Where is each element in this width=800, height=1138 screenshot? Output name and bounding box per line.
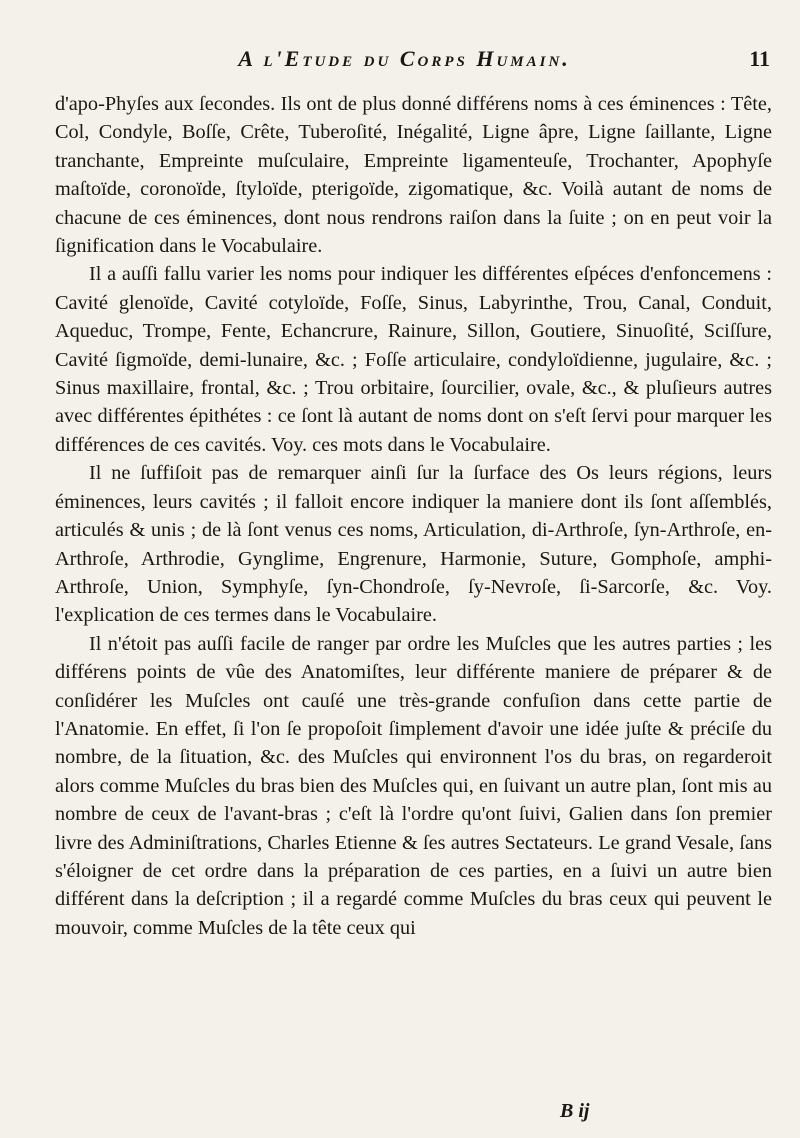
paragraph-cavities: Il a auſſi fallu varier les noms pour indiquer les différentes eſpéces d'enfoncemens : Cavité glenoïde, Cavité cotyloïde, Foſſe, Sinus, Labyrinthe, Trou, Canal, Conduit, Aqueduc, Trompe, Fente, Echancrure, Rainure, Sillon, Goutiere, Sinuoſité, Sciſſure, Cavité ſigmoïde, demi-lunaire, &c. ; Foſſe articulaire, condyloïdienne, jugulaire, &c. ; Sinus maxillaire, frontal, &c. ; Trou orbitaire, ſourcilier, ovale, &c., & pluſieurs autres avec différentes épithétes : ce ſont là autant de noms dont on s'eſt ſervi pour marquer les différences de ces cavités. Voy. ces mots dans le Vocabulaire. — [55, 263, 772, 456]
paragraph-articulations: Il ne ſuffiſoit pas de remarquer ainſi ſur la ſurface des Os leurs régions, leurs éminences, leurs cavités ; il falloit encore indiquer la maniere dont ils ſont aſſemblés, articulés & unis ; de là ſont venus ces noms, Articulation, di-Arthroſe, ſyn-Arthroſe, en-Arthroſe, Arthrodie, Gynglime, Engrenure, Harmonie, Suture, Gomphoſe, amphi-Arthroſe, Union, Symphyſe, ſyn-Chondroſe, ſy-Nevroſe, ſi-Sarcorſe, &c. Voy. l'explication de ces termes dans le Vocabulaire. — [55, 462, 772, 627]
signature-mark: B ij — [560, 1100, 590, 1122]
body-text — [55, 90, 772, 942]
paragraph-eminences: d'apo-Phyſes aux ſecondes. Ils ont de plus donné différens noms à ces éminences : Tête, Col, Condyle, Boſſe, Crête, Tuberoſité, Inégalité, Ligne âpre, Ligne ſaillante, Ligne tranchante, Empreinte muſculaire, Empreinte ligamenteuſe, Trochanter, Apophyſe maſtoïde, coronoïde, ſtyloïde, pterigoïde, zigomatique, &c. Voilà autant de noms de chacune de ces éminences, dont nous rendrons raiſon dans la ſuite ; on en peut voir la ſignification dans le Vocabulaire. — [55, 93, 772, 258]
page-header — [70, 46, 770, 86]
paragraph-muscles: Il n'étoit pas auſſi facile de ranger par ordre les Muſcles que les autres parties ; les différens points de vûe des Anatomiſtes, leur différente maniere de préparer & de conſidérer les Muſcles ont cauſé une très-grande confuſion dans cette partie de l'Anatomie. En effet, ſi l'on ſe propoſoit ſimplement d'avoir une idée juſte & préciſe du nombre, de la ſituation, &c. des Muſcles qui environnent l'os du bras, on regarderoit alors comme Muſcles du bras bien des Muſcles qui, en ſuivant un autre plan, ſont mis au nombre de ceux de l'avant-bras ; c'eſt là l'ordre qu'ont ſuivi, Galien dans ſon premier livre des Adminiſtrations, Charles Etienne & ſes autres Sectateurs. Le grand Vesale, ſans s'éloigner de cet ordre dans la préparation de ces parties, en a ſuivi un autre bien différent dans la deſcription ; il a regardé comme Muſcles du bras ceux qui peuvent le mouvoir, comme Muſcles de la tête ceux qui — [55, 632, 772, 939]
page-number: 11 — [749, 46, 770, 71]
running-head: A l'Etude du Corps Humain. — [238, 46, 571, 71]
